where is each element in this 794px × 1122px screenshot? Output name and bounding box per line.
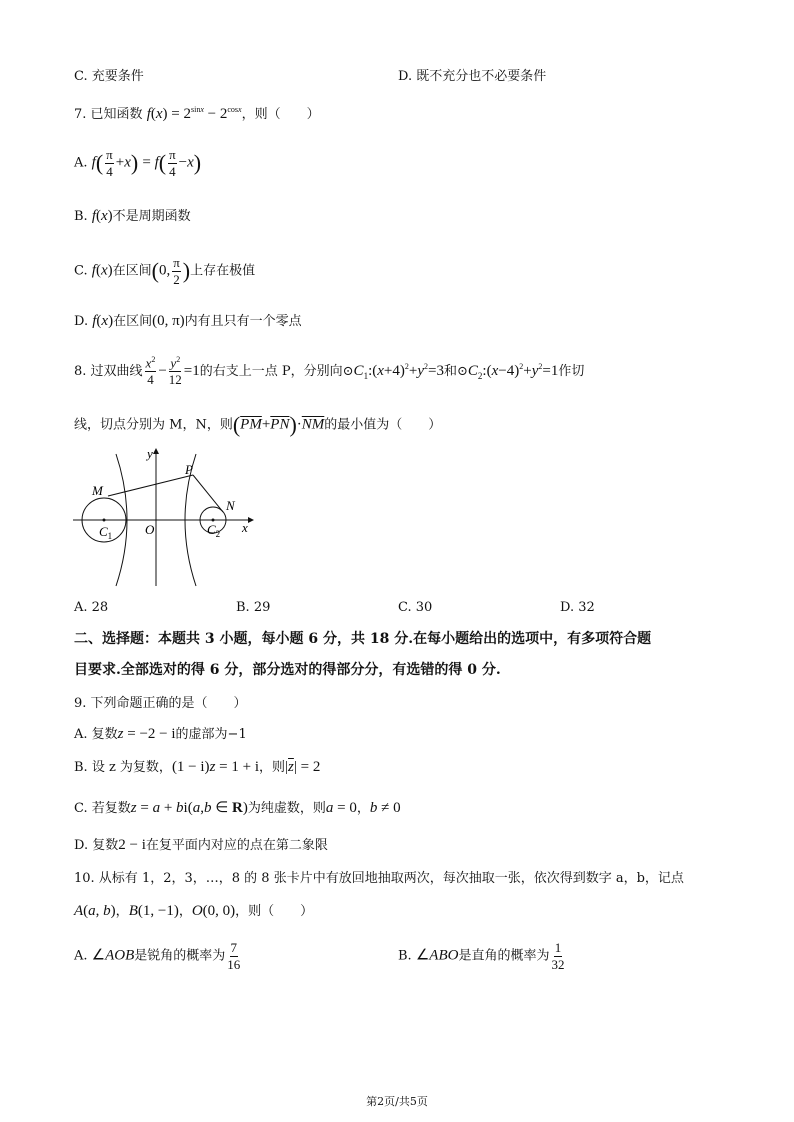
q8-stem-line1: 8. 过双曲线 $\frac{x^2}{4}$ − $\frac{y^2}{12}$ =1的右支上一点 P，分别向$⊙C_1:(x+4)^2+y^2=3$和$⊙C_2:(x-4)^2+y^2=1$作切 <box>74 355 585 387</box>
q6-option-d: D. 既不充分也不必要条件 <box>398 69 547 84</box>
q10-option-b: B. ∠ABO是直角的概率为 $\frac{1}{32}$ <box>398 940 565 972</box>
q7-stem: 7. 已知函数 $f(x) = 2^{sinx} - 2^{cosx}$，则（ ） <box>74 105 320 122</box>
q10-stem-line1: 10. 从标有 1，2，3，…，8 的 8 张卡片中有放回地抽取两次，每次抽取一张，依次得到数字 a，b，记点 <box>74 871 684 886</box>
tangent-pn <box>193 475 223 512</box>
section2-heading-line1: 二、选择题：本题共 3 小题，每小题 6 分，共 18 分.在每小题给出的选项中，有多项符合题 <box>74 631 652 647</box>
q9-stem: 9. 下列命题正确的是（ ） <box>74 696 247 711</box>
section2-heading-line2: 目要求.全部选对的得 6 分，部分选对的得部分分，有选错的得 0 分. <box>74 662 501 678</box>
q10-option-a: A. ∠AOB是锐角的概率为 $\frac{7}{16}$ <box>74 940 241 972</box>
tangent-pm <box>108 475 193 496</box>
q7-option-c: C. f(x)在区间(0, $\frac{\pi}{2}$ )上存在极值 <box>74 255 256 287</box>
q9-option-a: A. 复数z = −2 − i的虚部为−1 <box>74 726 247 742</box>
page-footer: 第2页/共5页 <box>366 1095 428 1108</box>
q7-option-d: D. f(x)在区间(0, π)内有且只有一个零点 <box>74 313 302 329</box>
q6-option-c: C. 充要条件 <box>74 69 144 84</box>
q8-option-d: D. 32 <box>560 600 595 615</box>
q8-figure <box>68 446 258 592</box>
label-y: y <box>147 446 153 461</box>
label-o: O <box>145 522 155 537</box>
label-p: P <box>185 462 193 477</box>
y-axis-arrow <box>153 448 159 454</box>
center-c1 <box>103 519 106 522</box>
q8-option-b: B. 29 <box>236 600 271 615</box>
label-m: M <box>92 483 103 498</box>
q8-stem-line2: 线，切点分别为 M，N，则$(\overline{PM}+\overline{PN})\cdot\overline{NM}$的最小值为（ ） <box>74 412 442 437</box>
q10-stem-line2: A(a, b)，B(1, −1)，O(0, 0)，则（ ） <box>74 903 314 919</box>
q7-option-b: B. f(x)不是周期函数 <box>74 208 191 224</box>
label-c2: $C_2$ <box>207 522 221 539</box>
label-n: N <box>226 498 235 513</box>
q7-option-a: A. f( $\frac{\pi}{4}$ +x) = f( $\frac{\pi}{4}$ −x) <box>74 147 202 179</box>
q8-option-c: C. 30 <box>398 600 433 615</box>
q8-option-a: A. 28 <box>74 600 109 615</box>
x-axis-arrow <box>248 517 254 523</box>
label-c1: $C_1$ <box>99 524 113 541</box>
q9-option-b: B. 设 z 为复数，(1 − i)z = 1 + i，则$|\overline{z}| = 2$ <box>74 759 321 775</box>
q9-option-d: D. 复数2 − i在复平面内对应的点在第二象限 <box>74 837 328 853</box>
q9-option-c: C. 若复数z = a + bi(a,b ∈ R)为纯虚数，则a = 0，b ≠ 0 <box>74 800 401 816</box>
label-x: x <box>242 520 248 535</box>
